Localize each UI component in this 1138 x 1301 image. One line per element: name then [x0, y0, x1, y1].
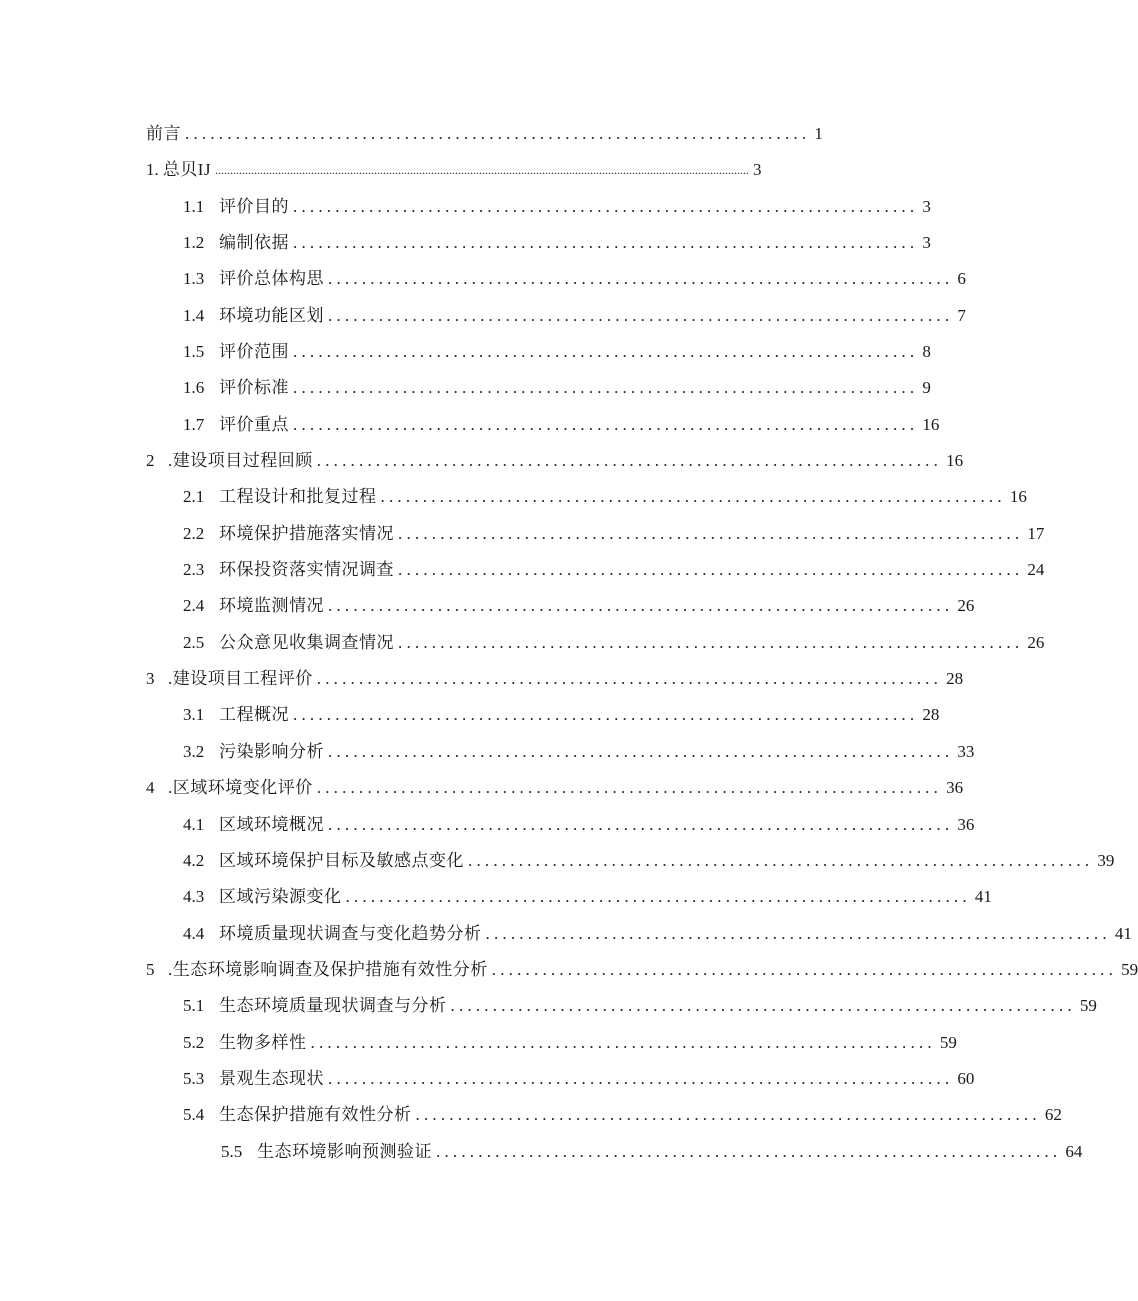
toc-entry-title: 生态环境影响预测验证	[257, 1142, 432, 1161]
toc-entry-number: 5.5	[221, 1142, 243, 1161]
toc-leader-dots: ..........................................................................	[328, 596, 954, 615]
toc-entry-page: 3	[922, 233, 931, 252]
toc-leader-dots: ..........................................................................	[436, 1142, 1062, 1161]
toc-entry-page: 16	[1009, 487, 1027, 506]
toc-entry-page: 26	[957, 596, 975, 615]
toc-entry-preface[interactable]	[146, 122, 823, 146]
toc-entry-number: 1.4	[183, 306, 205, 325]
toc-entry-number: 3.1	[183, 705, 205, 724]
toc-entry-title: 评价目的	[219, 197, 289, 216]
toc-entry-page: 3	[922, 197, 931, 216]
toc-entry-title: 生态环境质量现状调查与分析	[219, 996, 447, 1015]
toc-entry-title: 环境功能区划	[219, 306, 324, 325]
toc-entry-number: 2	[146, 451, 155, 470]
toc-entry-3-2[interactable]	[183, 740, 975, 764]
toc-entry-chapter-3[interactable]	[146, 667, 964, 691]
toc-leader-dots: ..........................................................................	[450, 996, 1076, 1015]
toc-entry-number: 5	[146, 960, 155, 979]
toc-entry-title: 工程设计和批复过程	[219, 487, 377, 506]
toc-leader-dots: ..........................................................................	[316, 669, 943, 688]
toc-entry-page: 59	[939, 1033, 957, 1052]
toc-entry-number: 5.2	[183, 1033, 205, 1052]
toc-entry-number: 5.3	[183, 1069, 205, 1088]
toc-entry-title: 环境监测情况	[219, 596, 324, 615]
toc-entry-page: 36	[957, 815, 975, 834]
toc-leader-dots: ..........................................................................	[328, 269, 954, 288]
toc-entry-chapter-2[interactable]	[146, 449, 964, 473]
toc-entry-title: 公众意见收集调查情况	[219, 633, 394, 652]
toc-entry-1-1[interactable]	[183, 195, 931, 219]
toc-entry-2-1[interactable]	[183, 485, 1027, 509]
toc-entry-number: 4.1	[183, 815, 205, 834]
toc-entry-number: 2.3	[183, 560, 205, 579]
toc-entry-title: .生态环境影响调查及保护措施有效性分析	[168, 960, 488, 979]
toc-entry-number: 1.3	[183, 269, 205, 288]
toc-entry-1-7[interactable]	[183, 413, 940, 437]
toc-entry-number: 1.6	[183, 378, 205, 397]
toc-leader-dots: ..........................................................................	[293, 197, 919, 216]
toc-entry-page: 59	[1079, 996, 1097, 1015]
toc-entry-title: .建设项目过程回顾	[168, 451, 313, 470]
toc-entry-title: 工程概况	[219, 705, 289, 724]
toc-entry-title: .建设项目工程评价	[168, 669, 313, 688]
toc-leader-dots: ..........................................................................	[316, 778, 943, 797]
toc-entry-title: 环保投资落实情况调查	[219, 560, 394, 579]
toc-leader-dots: ..........................................................................	[293, 415, 919, 434]
toc-entry-page: 39	[1097, 851, 1115, 870]
toc-entry-5-1[interactable]	[183, 994, 1097, 1018]
toc-entry-1-4[interactable]	[183, 304, 966, 328]
toc-leader-dots: ..................................................................................................................................................................................	[215, 163, 750, 177]
toc-entry-title: 评价标准	[219, 378, 289, 397]
toc-entry-number: 5.4	[183, 1105, 205, 1124]
toc-entry-chapter-4[interactable]	[146, 776, 964, 800]
toc-entry-number: 2.2	[183, 524, 205, 543]
toc-leader-dots: ..........................................................................	[293, 342, 919, 361]
toc-leader-dots: ..........................................................................	[293, 378, 919, 397]
toc-entry-number: 1.2	[183, 233, 205, 252]
toc-entry-title: 生物多样性	[219, 1033, 307, 1052]
toc-entry-chapter-1[interactable]	[146, 158, 762, 182]
toc-entry-page: 41	[1114, 924, 1132, 943]
toc-entry-page: 26	[1027, 633, 1045, 652]
toc-entry-1-6[interactable]	[183, 376, 931, 400]
toc-leader-dots: ..........................................................................	[293, 705, 919, 724]
toc-entry-number: 1.	[146, 160, 159, 179]
toc-entry-title: 区域环境概况	[219, 815, 324, 834]
toc-entry-page: 62	[1044, 1105, 1062, 1124]
toc-leader-dots: ..........................................................................	[398, 524, 1024, 543]
toc-leader-dots: ..........................................................................	[485, 924, 1111, 943]
toc-entry-title: 评价重点	[219, 415, 289, 434]
toc-entry-page: 64	[1065, 1142, 1083, 1161]
toc-entry-page: 8	[922, 342, 931, 361]
toc-entry-5-4[interactable]	[183, 1103, 1062, 1127]
toc-entry-2-5[interactable]	[183, 631, 1045, 655]
toc-entry-number: 4	[146, 778, 155, 797]
toc-entry-number: 1.1	[183, 197, 205, 216]
toc-entry-title: 总贝IJ	[162, 160, 212, 179]
toc-entry-page: 28	[922, 705, 940, 724]
toc-entry-number: 1.5	[183, 342, 205, 361]
toc-leader-dots: ..........................................................................	[328, 1069, 954, 1088]
toc-entry-title: 评价范围	[219, 342, 289, 361]
toc-entry-2-2[interactable]	[183, 522, 1045, 546]
toc-leader-dots: ..........................................................................	[293, 233, 919, 252]
toc-entry-number: 4.3	[183, 887, 205, 906]
toc-entry-5-2[interactable]	[183, 1031, 957, 1055]
toc-entry-4-1[interactable]	[183, 813, 975, 837]
toc-entry-title: .区域环境变化评价	[168, 778, 313, 797]
toc-entry-title: 评价总体构思	[219, 269, 324, 288]
toc-leader-dots: ..........................................................................	[415, 1105, 1041, 1124]
toc-entry-page: 17	[1027, 524, 1045, 543]
toc-entry-title: 生态保护措施有效性分析	[219, 1105, 412, 1124]
toc-entry-number: 2.1	[183, 487, 205, 506]
toc-leader-dots: ..........................................................................	[328, 742, 954, 761]
toc-entry-chapter-5[interactable]	[146, 958, 1138, 982]
toc-entry-title: 景观生态现状	[219, 1069, 324, 1088]
toc-entry-title: 区域环境保护目标及敏感点变化	[219, 851, 464, 870]
toc-entry-number: 2.4	[183, 596, 205, 615]
toc-entry-page: 16	[922, 415, 940, 434]
toc-leader-dots: ..........................................................................	[316, 451, 943, 470]
toc-entry-4-2[interactable]	[183, 849, 1115, 873]
toc-entry-page: 16	[946, 451, 964, 470]
toc-entry-page: 36	[946, 778, 964, 797]
toc-leader-dots: ..........................................................................	[491, 960, 1118, 979]
toc-leader-dots: ..........................................................................	[468, 851, 1094, 870]
toc-entry-page: 59	[1121, 960, 1138, 979]
toc-entry-number: 3	[146, 669, 155, 688]
toc-entry-page: 24	[1027, 560, 1045, 579]
toc-leader-dots: ..........................................................................	[185, 124, 811, 143]
toc-entry-title: 污染影响分析	[219, 742, 324, 761]
toc-entry-3-1[interactable]	[183, 703, 940, 727]
toc-leader-dots: ..........................................................................	[328, 306, 954, 325]
toc-leader-dots: ..........................................................................	[398, 633, 1024, 652]
toc-entry-title: 环境质量现状调查与变化趋势分析	[219, 924, 482, 943]
toc-entry-5-5[interactable]	[221, 1140, 1083, 1164]
toc-entry-title: 区域污染源变化	[219, 887, 342, 906]
toc-entry-number: 2.5	[183, 633, 205, 652]
toc-entry-4-4[interactable]	[183, 922, 1132, 946]
toc-entry-page: 1	[814, 124, 823, 143]
toc-entry-page: 28	[946, 669, 964, 688]
toc-entry-page: 60	[957, 1069, 975, 1088]
toc-entry-page: 41	[974, 887, 992, 906]
toc-leader-dots: ..........................................................................	[380, 487, 1006, 506]
toc-entry-4-3[interactable]	[183, 885, 992, 909]
toc-leader-dots: ..........................................................................	[398, 560, 1024, 579]
toc-entry-page: 6	[957, 269, 966, 288]
toc-entry-1-5[interactable]	[183, 340, 931, 364]
toc-entry-5-3[interactable]	[183, 1067, 975, 1091]
toc-entry-page: 3	[753, 160, 762, 179]
toc-entry-page: 33	[957, 742, 975, 761]
toc-entry-number: 5.1	[183, 996, 205, 1015]
toc-entry-page: 7	[957, 306, 966, 325]
toc-entry-2-4[interactable]	[183, 594, 975, 618]
toc-entry-1-3[interactable]	[183, 267, 966, 291]
toc-leader-dots: ..........................................................................	[345, 887, 971, 906]
toc-entry-number: 4.4	[183, 924, 205, 943]
toc-entry-number: 3.2	[183, 742, 205, 761]
toc-entry-number: 1.7	[183, 415, 205, 434]
toc-entry-title: 编制依据	[219, 233, 289, 252]
toc-entry-title: 环境保护措施落实情况	[219, 524, 394, 543]
toc-entry-1-2[interactable]	[183, 231, 931, 255]
toc-entry-2-3[interactable]	[183, 558, 1045, 582]
toc-leader-dots: ..........................................................................	[328, 815, 954, 834]
toc-entry-number: 4.2	[183, 851, 205, 870]
toc-leader-dots: ..........................................................................	[310, 1033, 936, 1052]
toc-entry-page: 9	[922, 378, 931, 397]
toc-entry-title: 前言	[146, 124, 181, 143]
